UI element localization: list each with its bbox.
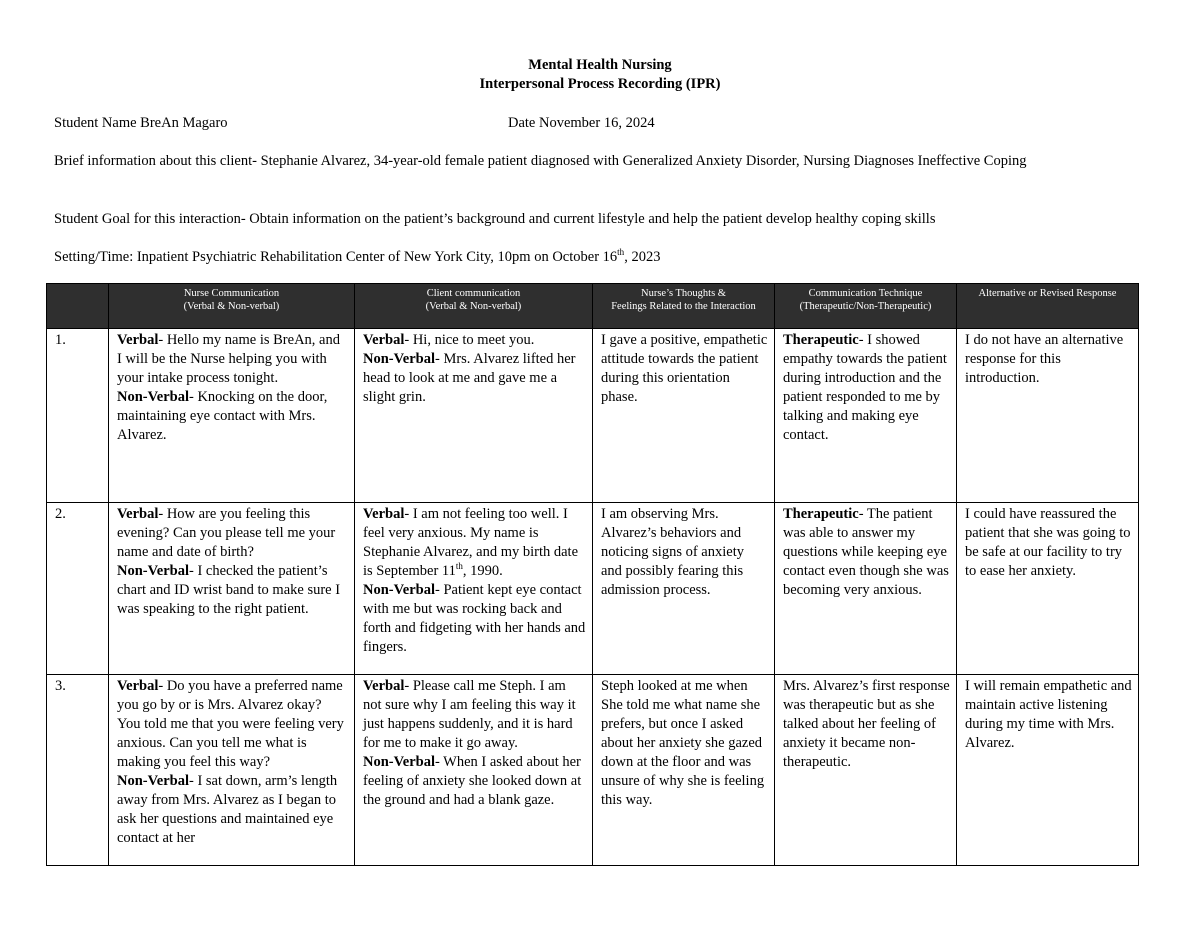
- setting-time: Setting/Time: Inpatient Psychiatric Rehabilitation Center of New York City, 10pm on October 16th, 2023: [54, 247, 661, 265]
- ipr-table: [46, 283, 1139, 866]
- header-number: [47, 284, 109, 329]
- client-communication-cell: Verbal- Please call me Steph. I am not sure why I am feeling this way it just happens suddenly, and it is hard for me to make it go away. Non-Verbal- When I asked about her feeling of anxiety she looked down at the ground and had a blank gaze.: [355, 675, 593, 866]
- client-communication-cell: Verbal- Hi, nice to meet you. Non-Verbal- Mrs. Alvarez lifted her head to look at me and gave me a slight grin.: [355, 329, 593, 503]
- row-number: 1.: [47, 329, 109, 503]
- table-row: [47, 675, 1139, 866]
- nurse-thoughts-cell: Steph looked at me when She told me what name she prefers, but once I asked about her anxiety she gazed down at the floor and was unsure of why she is feeling this way.: [593, 675, 775, 866]
- document-title-block: [0, 56, 1200, 94]
- nurse-communication-cell: Verbal- Do you have a preferred name you go by or is Mrs. Alvarez okay? You told me that you were feeling very anxious. Can you tell me what is making you feel this way? Non-Verbal- I sat down, arm’s length away from Mrs. Alvarez as I began to ask her questions and maintained eye contact at her: [109, 675, 355, 866]
- table-row: [47, 503, 1139, 675]
- header-client-communication: Client communication (Verbal & Non-verbal): [355, 284, 593, 329]
- nurse-thoughts-cell: I gave a positive, empathetic attitude towards the patient during this orientation phase.: [593, 329, 775, 503]
- nurse-communication-cell: Verbal- Hello my name is BreAn, and I will be the Nurse helping you with your intake process tonight. Non-Verbal- Knocking on the door, maintaining eye contact with Mrs. Alvarez.: [109, 329, 355, 503]
- nurse-thoughts-cell: I am observing Mrs. Alvarez’s behaviors and noticing signs of anxiety and possibly fearing this admission process.: [593, 503, 775, 675]
- technique-cell: Therapeutic- The patient was able to answer my questions while keeping eye contact even though she was becoming very anxious.: [775, 503, 957, 675]
- row-number: 3.: [47, 675, 109, 866]
- student-name: Student Name BreAn Magaro: [54, 115, 228, 131]
- alternative-response-cell: I will remain empathetic and maintain active listening during my time with Mrs. Alvarez.: [957, 675, 1139, 866]
- client-brief-info: Brief information about this client- Stephanie Alvarez, 34-year-old female patient diagnosed with Generalized Anxiety Disorder, Nursing Diagnoses Ineffective Coping: [54, 153, 1027, 169]
- technique-cell: Therapeutic- I showed empathy towards the patient during introduction and the patient responded to me by talking and making eye contact.: [775, 329, 957, 503]
- header-alternative-response: Alternative or Revised Response: [957, 284, 1139, 329]
- document-subtitle: Interpersonal Process Recording (IPR): [479, 76, 721, 92]
- header-communication-technique: Communication Technique (Therapeutic/Non-Therapeutic): [775, 284, 957, 329]
- alternative-response-cell: I could have reassured the patient that she was going to be safe at our facility to try to ease her anxiety.: [957, 503, 1139, 675]
- table-row: [47, 329, 1139, 503]
- row-number: 2.: [47, 503, 109, 675]
- table-header-row: [47, 284, 1139, 329]
- document-title: Mental Health Nursing: [528, 57, 672, 73]
- nurse-communication-cell: Verbal- How are you feeling this evening? Can you please tell me your name and date of birth? Non-Verbal- I checked the patient’s chart and ID wrist band to make sure I was speaking to the right patient.: [109, 503, 355, 675]
- alternative-response-cell: I do not have an alternative response for this introduction.: [957, 329, 1139, 503]
- client-communication-cell: Verbal- I am not feeling too well. I feel very anxious. My name is Stephanie Alvarez, and my birth date is September 11th, 1990. Non-Verbal- Patient kept eye contact with me but was rocking back and forth and fidgeting with her hands and fingers.: [355, 503, 593, 675]
- header-nurse-thoughts: Nurse’s Thoughts & Feelings Related to the Interaction: [593, 284, 775, 329]
- technique-cell: Mrs. Alvarez’s first response was therapeutic but as she talked about her feeling of anxiety it became non-therapeutic.: [775, 675, 957, 866]
- header-nurse-communication: Nurse Communication (Verbal & Non-verbal): [109, 284, 355, 329]
- student-goal: Student Goal for this interaction- Obtain information on the patient’s background and current lifestyle and help the patient develop healthy coping skills: [54, 211, 936, 227]
- interaction-date: Date November 16, 2024: [508, 115, 655, 131]
